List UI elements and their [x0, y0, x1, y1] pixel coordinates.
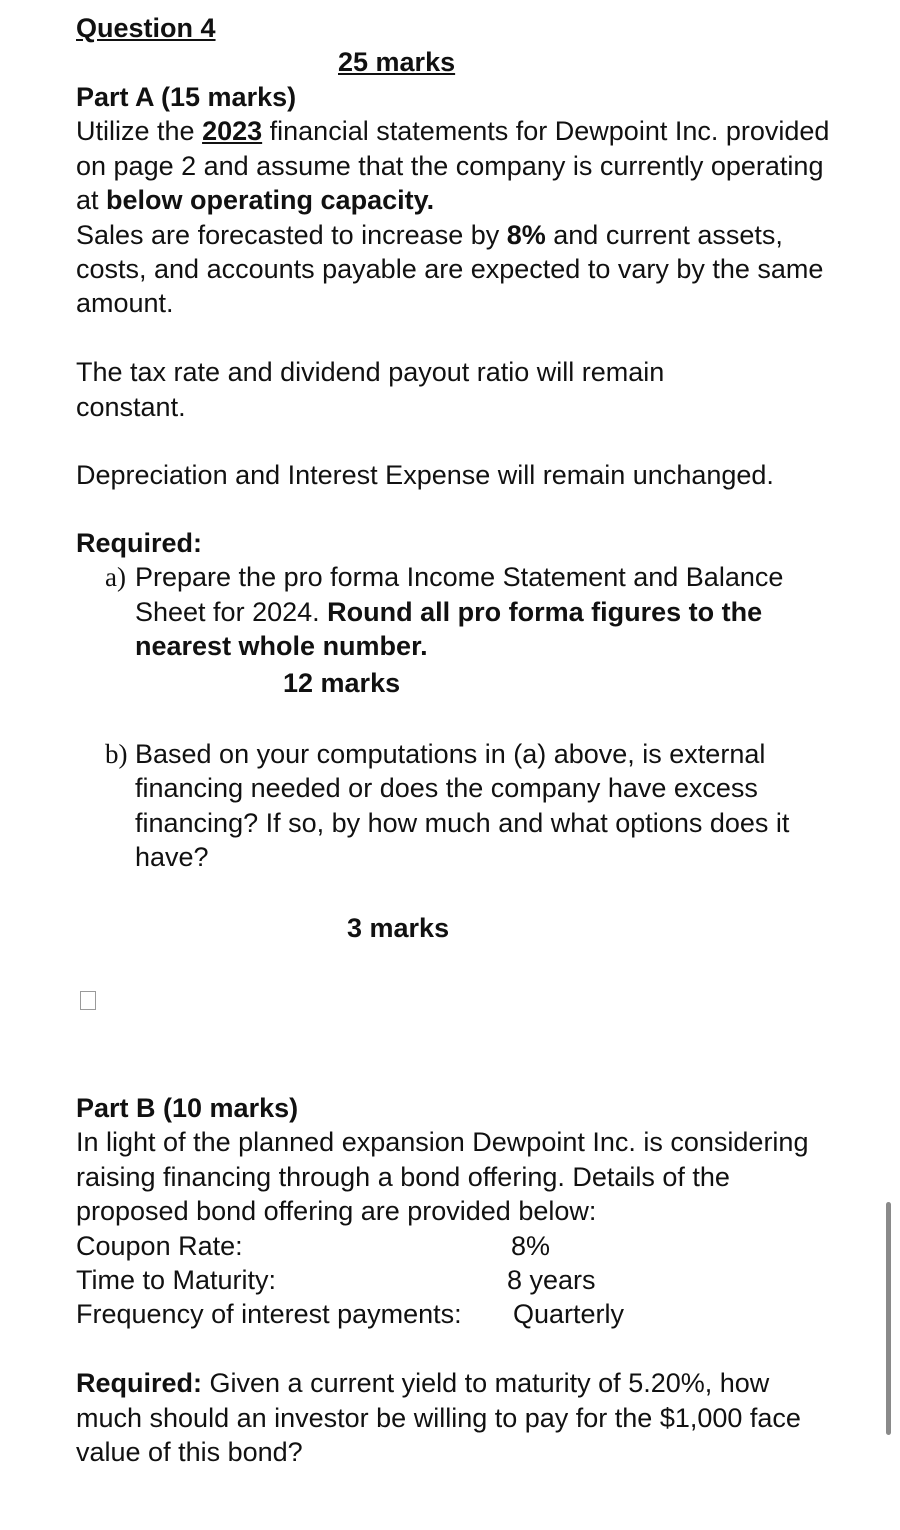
part-b-intro: In light of the planned expansion Dewpoint Inc. is considering raising financing through a bond offering. Details of the proposed bond offering are provided below: — [76, 1127, 809, 1227]
item-a-bold-text: Round all pro forma figures to the nearest whole number. — [135, 596, 763, 662]
financial-year: 2023 — [202, 116, 263, 147]
total-marks: 25 marks — [338, 47, 456, 77]
item-b-label: b) — [105, 739, 128, 769]
sales-text-1: Sales are forecasted to increase by — [76, 219, 507, 250]
part-a-intro — [76, 114, 836, 217]
part-b-heading: Part B (10 marks) — [76, 1093, 299, 1123]
frequency-label: Frequency of interest payments: — [76, 1299, 462, 1330]
question-title: Question 4 — [76, 13, 216, 43]
part-a-intro-text: Utilize the — [76, 116, 203, 147]
item-a-text: Prepare the pro forma Income Statement and Balance Sheet for 2024. — [135, 562, 784, 627]
item-b — [76, 737, 835, 875]
coupon-rate-label: Coupon Rate: — [76, 1230, 243, 1261]
item-b-section — [76, 737, 876, 875]
sales-percent: 8% — [506, 219, 546, 250]
tax-assumption: The tax rate and dividend payout ratio will remain constant. — [76, 357, 665, 422]
capacity-emphasis: below operating capacity. — [106, 185, 435, 216]
part-b-required-label: Required: — [76, 1368, 203, 1399]
part-b-section — [76, 1091, 876, 1469]
maturity-value: 8 years — [507, 1265, 596, 1296]
maturity-label: Time to Maturity: — [76, 1265, 277, 1296]
sales-text-2: and current assets, costs, and accounts payable are expected to vary by the same amount. — [76, 219, 824, 319]
frequency-value: Quarterly — [513, 1299, 625, 1330]
answer-checkbox[interactable] — [80, 991, 96, 1010]
item-b-marks: 3 marks — [347, 913, 450, 943]
vertical-scrollbar[interactable] — [886, 1202, 891, 1435]
sales-forecast — [76, 218, 836, 321]
required-label: Required: — [76, 528, 203, 558]
detail-row-coupon — [76, 1229, 876, 1263]
part-a-required — [76, 526, 876, 664]
part-a-section — [76, 80, 876, 493]
detail-row-maturity — [76, 1263, 876, 1297]
part-b-required-text: Given a current yield to maturity of 5.20%, how much should an investor be willing to pay for the $1,000 face value of this bond? — [76, 1368, 801, 1467]
item-b-text: Based on your computations in (a) above, is external financing needed or does the company have excess financing? If so, by how much and what options does it have? — [135, 739, 790, 873]
coupon-rate-value: 8% — [511, 1230, 551, 1261]
item-a-label: a) — [105, 562, 126, 593]
item-a-marks: 12 marks — [283, 668, 401, 698]
item-a — [76, 560, 815, 663]
part-b-required — [76, 1366, 841, 1469]
part-a-intro-text-2: financial statements for Dewpoint Inc. provided on page 2 and assume that the company is currently operating at — [76, 116, 830, 216]
part-a-heading: Part A (15 marks) — [76, 82, 297, 112]
detail-row-frequency — [76, 1297, 876, 1331]
depreciation-assumption: Depreciation and Interest Expense will remain unchanged. — [76, 460, 774, 491]
